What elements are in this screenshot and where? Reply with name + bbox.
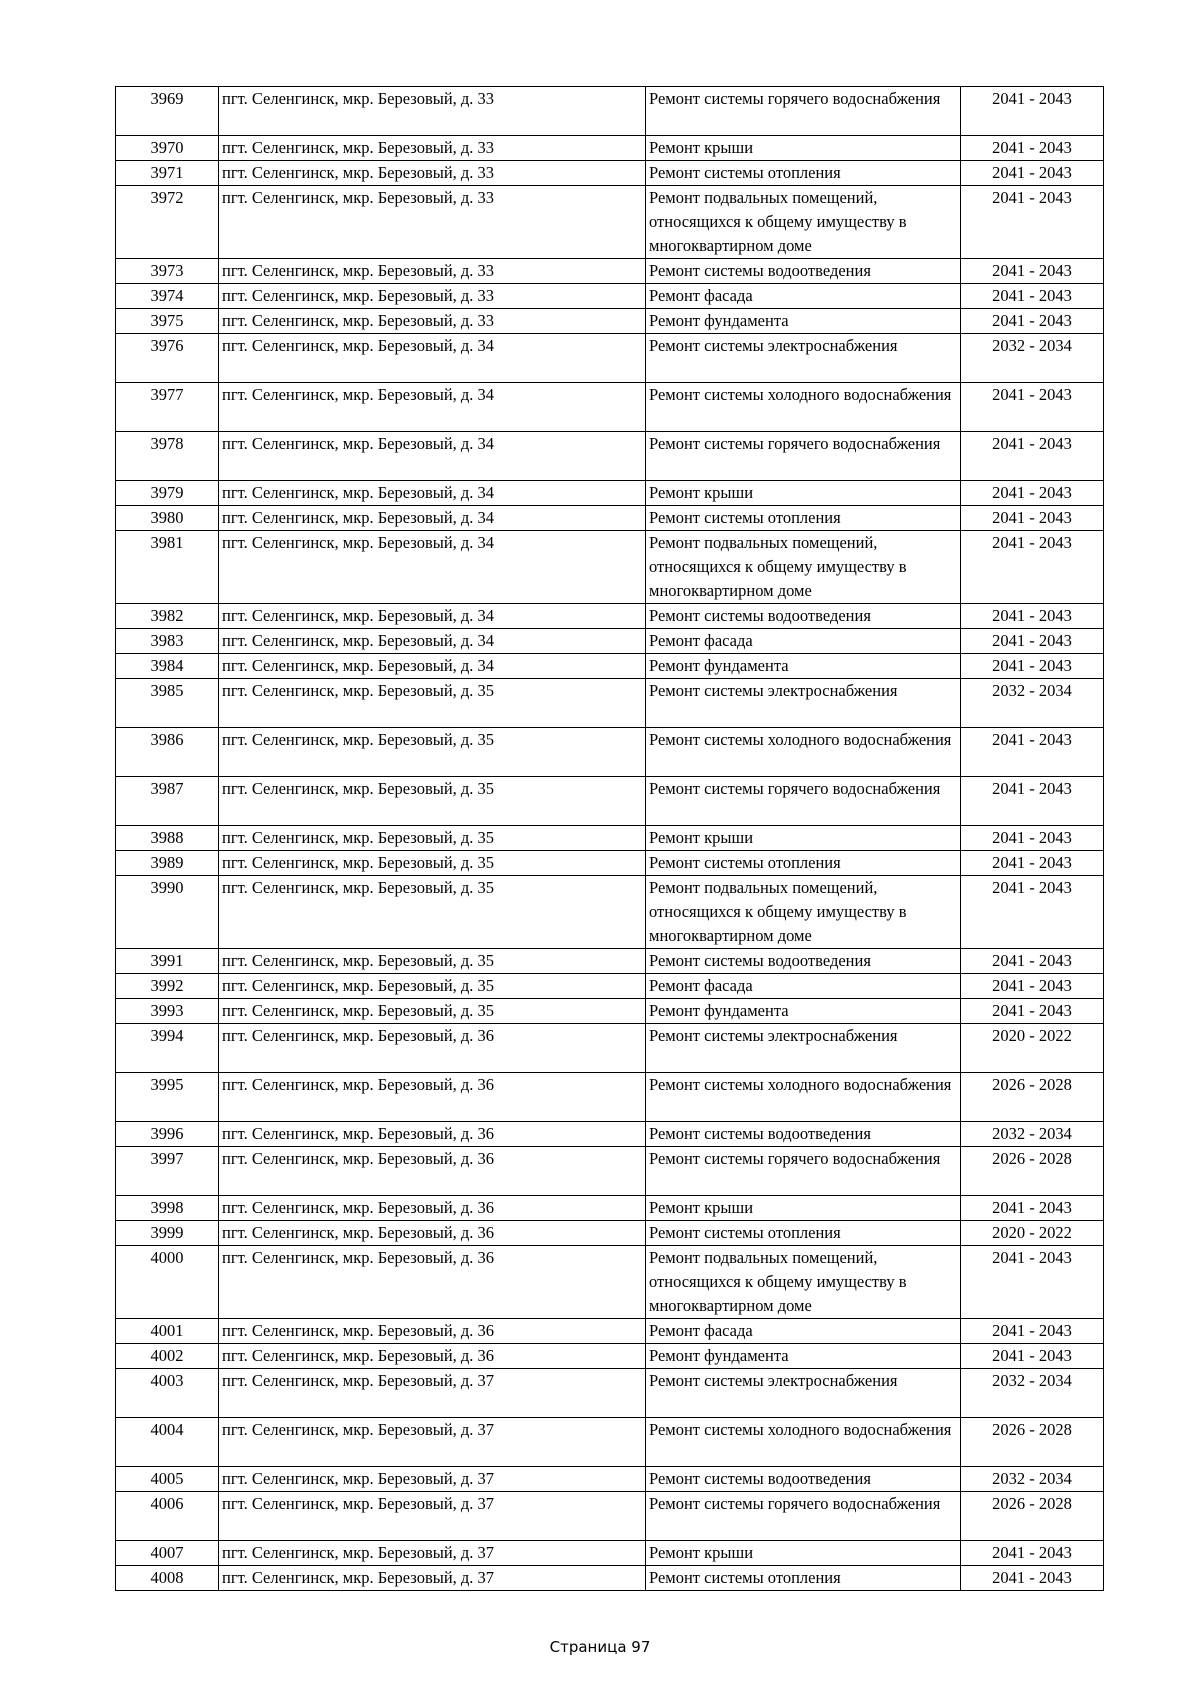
table-row (116, 1319, 1104, 1344)
table-body (116, 87, 1104, 1591)
period-cell: 2041 - 2043 (961, 284, 1104, 309)
table-row (116, 604, 1104, 629)
work-type-cell: Ремонт системы отопления (646, 161, 961, 186)
period-cell: 2041 - 2043 (961, 1566, 1104, 1591)
address-cell: пгт. Селенгинск, мкр. Березовый, д. 33 (219, 136, 646, 161)
address-cell: пгт. Селенгинск, мкр. Березовый, д. 33 (219, 161, 646, 186)
row-number-cell: 3992 (116, 974, 219, 999)
period-cell: 2041 - 2043 (961, 309, 1104, 334)
period-cell: 2026 - 2028 (961, 1492, 1104, 1541)
work-type-cell: Ремонт подвальных помещений, относящихся к общему имуществу в многоквартирном доме (646, 186, 961, 259)
address-cell: пгт. Селенгинск, мкр. Березовый, д. 36 (219, 1122, 646, 1147)
period-cell: 2032 - 2034 (961, 1369, 1104, 1418)
row-number-cell: 3983 (116, 629, 219, 654)
table-row (116, 1196, 1104, 1221)
address-cell: пгт. Селенгинск, мкр. Березовый, д. 34 (219, 629, 646, 654)
table-row (116, 481, 1104, 506)
row-number-cell: 3998 (116, 1196, 219, 1221)
period-cell: 2041 - 2043 (961, 777, 1104, 826)
address-cell: пгт. Селенгинск, мкр. Березовый, д. 35 (219, 679, 646, 728)
address-cell: пгт. Селенгинск, мкр. Березовый, д. 34 (219, 481, 646, 506)
table-row (116, 949, 1104, 974)
row-number-cell: 3997 (116, 1147, 219, 1196)
address-cell: пгт. Селенгинск, мкр. Березовый, д. 33 (219, 87, 646, 136)
table-row (116, 679, 1104, 728)
period-cell: 2041 - 2043 (961, 949, 1104, 974)
table-row (116, 531, 1104, 604)
period-cell: 2041 - 2043 (961, 87, 1104, 136)
table-row (116, 851, 1104, 876)
row-number-cell: 3995 (116, 1073, 219, 1122)
row-number-cell: 3993 (116, 999, 219, 1024)
address-cell: пгт. Селенгинск, мкр. Березовый, д. 35 (219, 826, 646, 851)
period-cell: 2041 - 2043 (961, 876, 1104, 949)
address-cell: пгт. Селенгинск, мкр. Березовый, д. 35 (219, 876, 646, 949)
row-number-cell: 4008 (116, 1566, 219, 1591)
period-cell: 2041 - 2043 (961, 186, 1104, 259)
address-cell: пгт. Селенгинск, мкр. Березовый, д. 37 (219, 1566, 646, 1591)
row-number-cell: 3990 (116, 876, 219, 949)
table-row (116, 1344, 1104, 1369)
row-number-cell: 3996 (116, 1122, 219, 1147)
address-cell: пгт. Селенгинск, мкр. Березовый, д. 34 (219, 654, 646, 679)
row-number-cell: 3978 (116, 432, 219, 481)
table-row (116, 161, 1104, 186)
work-type-cell: Ремонт фасада (646, 284, 961, 309)
address-cell: пгт. Селенгинск, мкр. Березовый, д. 36 (219, 1246, 646, 1319)
table-row (116, 1566, 1104, 1591)
address-cell: пгт. Селенгинск, мкр. Березовый, д. 33 (219, 186, 646, 259)
address-cell: пгт. Селенгинск, мкр. Березовый, д. 35 (219, 728, 646, 777)
row-number-cell: 3972 (116, 186, 219, 259)
period-cell: 2041 - 2043 (961, 161, 1104, 186)
address-cell: пгт. Селенгинск, мкр. Березовый, д. 37 (219, 1418, 646, 1467)
table-row (116, 1122, 1104, 1147)
period-cell: 2041 - 2043 (961, 1319, 1104, 1344)
work-type-cell: Ремонт системы горячего водоснабжения (646, 1147, 961, 1196)
address-cell: пгт. Селенгинск, мкр. Березовый, д. 36 (219, 1196, 646, 1221)
row-number-cell: 4000 (116, 1246, 219, 1319)
period-cell: 2041 - 2043 (961, 654, 1104, 679)
address-cell: пгт. Селенгинск, мкр. Березовый, д. 36 (219, 1147, 646, 1196)
period-cell: 2041 - 2043 (961, 629, 1104, 654)
work-type-cell: Ремонт подвальных помещений, относящихся к общему имуществу в многоквартирном доме (646, 1246, 961, 1319)
period-cell: 2041 - 2043 (961, 136, 1104, 161)
page-number: Страница 97 (549, 1638, 651, 1656)
address-cell: пгт. Селенгинск, мкр. Березовый, д. 34 (219, 506, 646, 531)
row-number-cell: 4004 (116, 1418, 219, 1467)
row-number-cell: 4005 (116, 1467, 219, 1492)
period-cell: 2026 - 2028 (961, 1418, 1104, 1467)
work-type-cell: Ремонт фундамента (646, 654, 961, 679)
table-row (116, 1467, 1104, 1492)
table-row (116, 728, 1104, 777)
work-type-cell: Ремонт системы водоотведения (646, 259, 961, 284)
row-number-cell: 3985 (116, 679, 219, 728)
period-cell: 2041 - 2043 (961, 728, 1104, 777)
work-type-cell: Ремонт крыши (646, 1541, 961, 1566)
address-cell: пгт. Селенгинск, мкр. Березовый, д. 34 (219, 531, 646, 604)
address-cell: пгт. Селенгинск, мкр. Березовый, д. 36 (219, 1344, 646, 1369)
address-cell: пгт. Селенгинск, мкр. Березовый, д. 36 (219, 1221, 646, 1246)
row-number-cell: 3979 (116, 481, 219, 506)
table-row (116, 999, 1104, 1024)
work-type-cell: Ремонт системы холодного водоснабжения (646, 383, 961, 432)
work-type-cell: Ремонт системы горячего водоснабжения (646, 1492, 961, 1541)
table-row (116, 876, 1104, 949)
work-type-cell: Ремонт подвальных помещений, относящихся к общему имуществу в многоквартирном доме (646, 876, 961, 949)
table-row (116, 136, 1104, 161)
row-number-cell: 3970 (116, 136, 219, 161)
address-cell: пгт. Селенгинск, мкр. Березовый, д. 36 (219, 1319, 646, 1344)
table-row (116, 432, 1104, 481)
row-number-cell: 3969 (116, 87, 219, 136)
address-cell: пгт. Селенгинск, мкр. Березовый, д. 34 (219, 334, 646, 383)
address-cell: пгт. Селенгинск, мкр. Березовый, д. 35 (219, 974, 646, 999)
period-cell: 2041 - 2043 (961, 999, 1104, 1024)
row-number-cell: 4006 (116, 1492, 219, 1541)
address-cell: пгт. Селенгинск, мкр. Березовый, д. 33 (219, 309, 646, 334)
work-type-cell: Ремонт крыши (646, 136, 961, 161)
address-cell: пгт. Селенгинск, мкр. Березовый, д. 35 (219, 777, 646, 826)
address-cell: пгт. Селенгинск, мкр. Березовый, д. 36 (219, 1073, 646, 1122)
period-cell: 2032 - 2034 (961, 1122, 1104, 1147)
table-row (116, 974, 1104, 999)
period-cell: 2041 - 2043 (961, 851, 1104, 876)
table-row (116, 1541, 1104, 1566)
row-number-cell: 4002 (116, 1344, 219, 1369)
period-cell: 2041 - 2043 (961, 1541, 1104, 1566)
work-type-cell: Ремонт фундамента (646, 999, 961, 1024)
table-row (116, 186, 1104, 259)
address-cell: пгт. Селенгинск, мкр. Березовый, д. 37 (219, 1467, 646, 1492)
period-cell: 2041 - 2043 (961, 974, 1104, 999)
table-row (116, 87, 1104, 136)
table-row (116, 654, 1104, 679)
period-cell: 2041 - 2043 (961, 506, 1104, 531)
row-number-cell: 3975 (116, 309, 219, 334)
work-type-cell: Ремонт системы электроснабжения (646, 1369, 961, 1418)
address-cell: пгт. Селенгинск, мкр. Березовый, д. 36 (219, 1024, 646, 1073)
work-type-cell: Ремонт крыши (646, 826, 961, 851)
work-type-cell: Ремонт системы водоотведения (646, 604, 961, 629)
row-number-cell: 3971 (116, 161, 219, 186)
table-row (116, 629, 1104, 654)
address-cell: пгт. Селенгинск, мкр. Березовый, д. 33 (219, 259, 646, 284)
row-number-cell: 3973 (116, 259, 219, 284)
table-row (116, 1369, 1104, 1418)
address-cell: пгт. Селенгинск, мкр. Березовый, д. 37 (219, 1369, 646, 1418)
row-number-cell: 4007 (116, 1541, 219, 1566)
period-cell: 2032 - 2034 (961, 1467, 1104, 1492)
work-type-cell: Ремонт фасада (646, 1319, 961, 1344)
work-type-cell: Ремонт системы водоотведения (646, 949, 961, 974)
address-cell: пгт. Селенгинск, мкр. Березовый, д. 35 (219, 851, 646, 876)
table-row (116, 1492, 1104, 1541)
work-type-cell: Ремонт подвальных помещений, относящихся к общему имуществу в многоквартирном доме (646, 531, 961, 604)
work-type-cell: Ремонт системы горячего водоснабжения (646, 87, 961, 136)
period-cell: 2041 - 2043 (961, 604, 1104, 629)
address-cell: пгт. Селенгинск, мкр. Березовый, д. 35 (219, 999, 646, 1024)
work-type-cell: Ремонт крыши (646, 1196, 961, 1221)
address-cell: пгт. Селенгинск, мкр. Березовый, д. 37 (219, 1541, 646, 1566)
work-type-cell: Ремонт системы электроснабжения (646, 679, 961, 728)
work-type-cell: Ремонт системы электроснабжения (646, 1024, 961, 1073)
address-cell: пгт. Селенгинск, мкр. Березовый, д. 34 (219, 383, 646, 432)
period-cell: 2041 - 2043 (961, 1344, 1104, 1369)
work-type-cell: Ремонт системы электроснабжения (646, 334, 961, 383)
table-row (116, 1147, 1104, 1196)
row-number-cell: 3981 (116, 531, 219, 604)
work-type-cell: Ремонт фасада (646, 974, 961, 999)
work-type-cell: Ремонт фасада (646, 629, 961, 654)
table-row (116, 506, 1104, 531)
work-type-cell: Ремонт фундамента (646, 309, 961, 334)
period-cell: 2041 - 2043 (961, 481, 1104, 506)
row-number-cell: 3991 (116, 949, 219, 974)
work-type-cell: Ремонт системы горячего водоснабжения (646, 432, 961, 481)
period-cell: 2041 - 2043 (961, 531, 1104, 604)
table-row (116, 777, 1104, 826)
address-cell: пгт. Селенгинск, мкр. Березовый, д. 37 (219, 1492, 646, 1541)
table-row (116, 826, 1104, 851)
table-row (116, 284, 1104, 309)
table-row (116, 1024, 1104, 1073)
work-type-cell: Ремонт системы водоотведения (646, 1467, 961, 1492)
row-number-cell: 3980 (116, 506, 219, 531)
period-cell: 2026 - 2028 (961, 1147, 1104, 1196)
row-number-cell: 3994 (116, 1024, 219, 1073)
row-number-cell: 3984 (116, 654, 219, 679)
row-number-cell: 3989 (116, 851, 219, 876)
row-number-cell: 3987 (116, 777, 219, 826)
period-cell: 2032 - 2034 (961, 334, 1104, 383)
work-type-cell: Ремонт системы отопления (646, 506, 961, 531)
work-type-cell: Ремонт системы холодного водоснабжения (646, 728, 961, 777)
address-cell: пгт. Селенгинск, мкр. Березовый, д. 34 (219, 604, 646, 629)
period-cell: 2026 - 2028 (961, 1073, 1104, 1122)
table-row (116, 383, 1104, 432)
period-cell: 2041 - 2043 (961, 432, 1104, 481)
period-cell: 2020 - 2022 (961, 1024, 1104, 1073)
period-cell: 2032 - 2034 (961, 679, 1104, 728)
table-row (116, 1418, 1104, 1467)
table-row (116, 259, 1104, 284)
row-number-cell: 3976 (116, 334, 219, 383)
work-type-cell: Ремонт системы отопления (646, 1221, 961, 1246)
period-cell: 2041 - 2043 (961, 1196, 1104, 1221)
work-type-cell: Ремонт системы холодного водоснабжения (646, 1418, 961, 1467)
row-number-cell: 3988 (116, 826, 219, 851)
row-number-cell: 4003 (116, 1369, 219, 1418)
row-number-cell: 4001 (116, 1319, 219, 1344)
work-type-cell: Ремонт системы горячего водоснабжения (646, 777, 961, 826)
table-row (116, 334, 1104, 383)
address-cell: пгт. Селенгинск, мкр. Березовый, д. 33 (219, 284, 646, 309)
period-cell: 2041 - 2043 (961, 1246, 1104, 1319)
work-type-cell: Ремонт системы водоотведения (646, 1122, 961, 1147)
table-row (116, 1073, 1104, 1122)
address-cell: пгт. Селенгинск, мкр. Березовый, д. 34 (219, 432, 646, 481)
repair-schedule-table (115, 86, 1104, 1591)
work-type-cell: Ремонт крыши (646, 481, 961, 506)
period-cell: 2041 - 2043 (961, 826, 1104, 851)
period-cell: 2041 - 2043 (961, 259, 1104, 284)
period-cell: 2041 - 2043 (961, 383, 1104, 432)
address-cell: пгт. Селенгинск, мкр. Березовый, д. 35 (219, 949, 646, 974)
work-type-cell: Ремонт фундамента (646, 1344, 961, 1369)
row-number-cell: 3986 (116, 728, 219, 777)
work-type-cell: Ремонт системы холодного водоснабжения (646, 1073, 961, 1122)
row-number-cell: 3974 (116, 284, 219, 309)
table-row (116, 1246, 1104, 1319)
table-row (116, 309, 1104, 334)
period-cell: 2020 - 2022 (961, 1221, 1104, 1246)
row-number-cell: 3977 (116, 383, 219, 432)
work-type-cell: Ремонт системы отопления (646, 1566, 961, 1591)
table-row (116, 1221, 1104, 1246)
row-number-cell: 3982 (116, 604, 219, 629)
work-type-cell: Ремонт системы отопления (646, 851, 961, 876)
row-number-cell: 3999 (116, 1221, 219, 1246)
